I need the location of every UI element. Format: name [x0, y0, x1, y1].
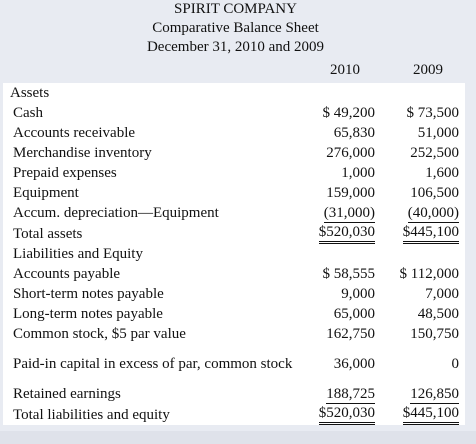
value-2009: 0 [451, 356, 459, 372]
value-2010: 65,000 [333, 306, 375, 322]
value-text: $520,030 [319, 404, 375, 425]
table-row [3, 103, 465, 123]
value-2009: $ 73,500 [406, 105, 459, 121]
value-2009: 150,750 [410, 326, 459, 342]
row-label: Common stock, $5 par value [13, 326, 186, 342]
value-2010 [303, 223, 383, 244]
bottom-bar [0, 431, 476, 444]
value-2009: 48,500 [417, 306, 459, 322]
row-label: Merchandise inventory [13, 145, 152, 161]
balance-table [3, 83, 465, 425]
value-2010: $ 58,555 [322, 266, 375, 282]
table-row [3, 304, 465, 324]
value-2009: $ 112,000 [399, 266, 459, 282]
section-row-liabilities [3, 244, 465, 264]
row-label: Accounts receivable [13, 125, 136, 141]
value-2010 [303, 404, 383, 425]
table-row [3, 123, 465, 143]
title-block [3, 0, 468, 57]
column-header-2010: 2010 [330, 62, 360, 78]
column-header-2009: 2009 [413, 62, 443, 78]
section-row-assets [3, 83, 465, 103]
value-2009: 252,500 [410, 145, 459, 161]
row-label: Total liabilities and equity [13, 406, 170, 423]
total-row-liabilities-equity [3, 404, 465, 425]
table-row [3, 384, 465, 404]
row-label: Cash [13, 105, 43, 121]
row-label: Liabilities and Equity [13, 246, 143, 262]
total-row-assets [3, 223, 465, 244]
value-text: (31,000) [323, 204, 375, 221]
table-row [3, 203, 465, 223]
value-2009 [383, 404, 465, 425]
table-row [3, 183, 465, 203]
row-label: Retained earnings [13, 386, 121, 402]
value-text: (40,000) [407, 204, 459, 221]
row-label: Accum. depreciation—Equipment [13, 205, 219, 221]
value-2010 [303, 83, 383, 103]
table-row [3, 284, 465, 304]
table-row [3, 163, 465, 183]
value-2010: 9,000 [341, 286, 375, 302]
value-2009 [383, 203, 465, 223]
row-label: Short-term notes payable [13, 286, 164, 302]
value-2009: 1,600 [425, 165, 459, 181]
value-text: $445,100 [403, 404, 459, 425]
value-2010 [303, 384, 383, 404]
row-label: Equipment [13, 185, 79, 201]
value-2010 [303, 244, 383, 264]
statement-title: Comparative Balance Sheet [152, 20, 319, 36]
value-2009 [383, 384, 465, 404]
row-label: Total assets [13, 225, 83, 242]
row-label: Assets [10, 85, 50, 101]
value-2010 [303, 203, 383, 223]
value-2010: 36,000 [333, 356, 375, 372]
value-2009: 7,000 [425, 286, 459, 302]
value-text: $520,030 [319, 223, 375, 244]
table-row [3, 264, 465, 284]
row-label: Accounts payable [13, 266, 121, 282]
value-2010: $ 49,200 [322, 105, 375, 121]
value-2010: 159,000 [326, 185, 375, 201]
table-row [3, 344, 465, 384]
value-2010: 1,000 [341, 165, 375, 181]
table-row [3, 143, 465, 163]
value-2010: 65,830 [333, 125, 375, 141]
value-2009 [383, 83, 465, 103]
table-row [3, 324, 465, 344]
value-text: 188,725 [326, 385, 375, 402]
value-2009 [383, 223, 465, 244]
value-2009 [383, 244, 465, 264]
statement-date: December 31, 2010 and 2009 [146, 39, 325, 55]
value-text: 126,850 [410, 385, 459, 402]
value-2010: 276,000 [326, 145, 375, 161]
value-2009: 51,000 [417, 125, 459, 141]
row-label: Long-term notes payable [13, 306, 163, 322]
row-label: Paid-in capital in excess of par, common stock [13, 356, 293, 372]
row-label: Prepaid expenses [13, 165, 117, 181]
company-name: SPIRIT COMPANY [174, 1, 297, 17]
value-2010: 162,750 [326, 326, 375, 342]
value-2009: 106,500 [410, 185, 459, 201]
value-text: $445,100 [403, 223, 459, 244]
